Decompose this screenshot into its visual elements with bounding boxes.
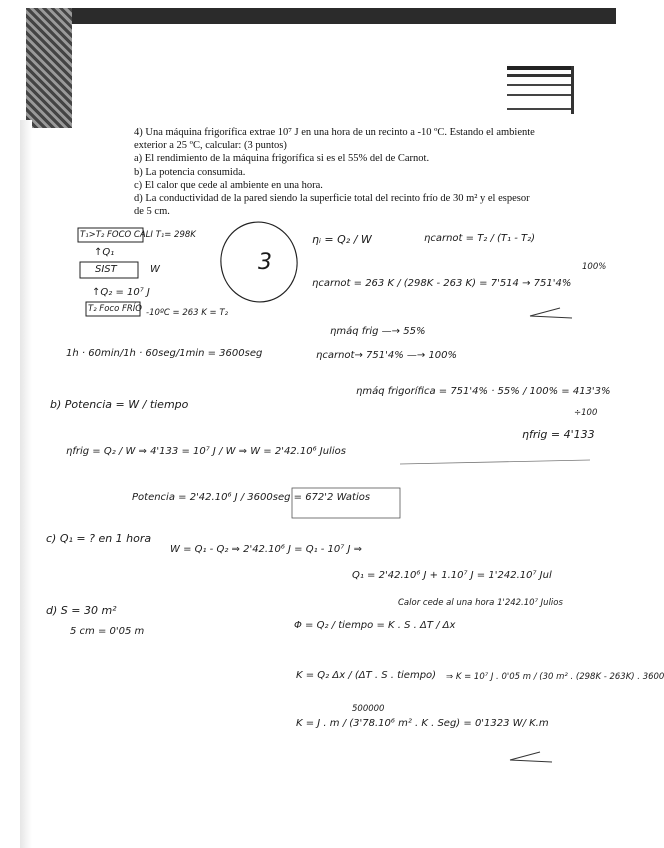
eta-definition: ηᵢ = Q₂ / W: [312, 233, 372, 246]
heat-released-note: Calor cede al una hora 1'242.10⁷ Julios: [398, 598, 563, 608]
part-d-area: d) S = 30 m²: [46, 604, 117, 617]
cold-focus-label: T₂ Foco FRÍO: [88, 304, 142, 314]
part-c-label: c) Q₁ = ? en 1 hora: [46, 532, 152, 545]
thickness-conversion: 5 cm = 0'05 m: [70, 626, 145, 637]
q2-arrow-label: ↑Q₂ = 10⁷ J: [92, 287, 150, 298]
q1-result: Q₁ = 2'42.10⁶ J + 1.10⁷ J = 1'242.10⁷ Jul: [352, 570, 552, 581]
question-line: exterior a 25 ºC, calcular: (3 puntos): [134, 140, 287, 152]
power-result: Potencia = 2'42.10⁶ J / 3600seg = 672'2 Watios: [132, 492, 371, 503]
k-substitution: ⇒ K = 10⁷ J . 0'05 m / (30 m² . (298K - 263K) . 3600: [446, 672, 664, 682]
eta-work-equation: ηfrig = Q₂ / W ⇒ 4'133 = 10⁷ J / W ⇒ W = 2'42.10⁶ Julios: [66, 446, 346, 457]
k-final-result: K = J . m / (3'78.10⁶ m² . K . Seg) = 0'1323 W/ K.m: [296, 718, 549, 729]
part-b-label: b) Potencia = W / tiempo: [50, 398, 189, 411]
rule-of-three-2: ηcarnot→ 751'4% —→ 100%: [316, 350, 458, 361]
energy-balance-equation: W = Q₁ - Q₂ ⇒ 2'42.10⁶ J = Q₁ - 10⁷ J ⇒: [170, 544, 362, 555]
k-numerator: 500000: [352, 704, 385, 714]
question-line: 4) Una máquina frigorífica extrae 10⁷ J en una hora de un recinto a -10 ºC. Estando el ambiente: [134, 127, 535, 138]
eta-carnot-calc: ηcarnot = 263 K / (298K - 263 K) = 7'514 → 751'4%: [312, 278, 572, 289]
question-line: a) El rendimiento de la máquina frigorífica si es el 55% del de Carnot.: [134, 153, 430, 165]
cold-temp-label: -10ºC = 263 K = T₂: [146, 308, 228, 318]
question-line: c) El calor que cede al ambiente en una hora.: [134, 179, 323, 191]
question-line: d) La conductividad de la pared siendo la superficie total del recinto frío de 30 m² y el espesor: [134, 193, 530, 205]
eta-frig-value: ηfrig = 4'133: [522, 428, 595, 441]
grade-score: 3: [258, 250, 272, 275]
work-label: W: [150, 264, 160, 275]
k-formula: K = Q₂ Δx / (ΔT . S . tiempo): [296, 670, 437, 681]
time-conversion: 1h · 60min/1h · 60seg/1min = 3600seg: [66, 348, 263, 359]
rule-of-three-1: ηmáq frig —→ 55%: [330, 326, 426, 337]
question-line: b) La potencia consumida.: [134, 166, 246, 178]
heat-flux-equation: Φ = Q₂ / tiempo = K . S . ΔT / Δx: [294, 620, 456, 631]
divide-100-note: ÷100: [574, 408, 598, 418]
eta-carnot-definition: ηcarnot = T₂ / (T₁ - T₂): [424, 233, 536, 244]
system-label: SIST: [95, 264, 117, 275]
eta-machine-result: ηmáq frigorífica = 751'4% · 55% / 100% = 413'3%: [356, 386, 611, 397]
q1-arrow-label: ↑Q₁: [94, 247, 115, 258]
hot-focus-label: T₁>T₂ FOCO CALI T₁= 298K: [80, 230, 196, 240]
question-line: de 5 cm.: [134, 206, 170, 218]
percent-100-note: 100%: [582, 262, 607, 272]
